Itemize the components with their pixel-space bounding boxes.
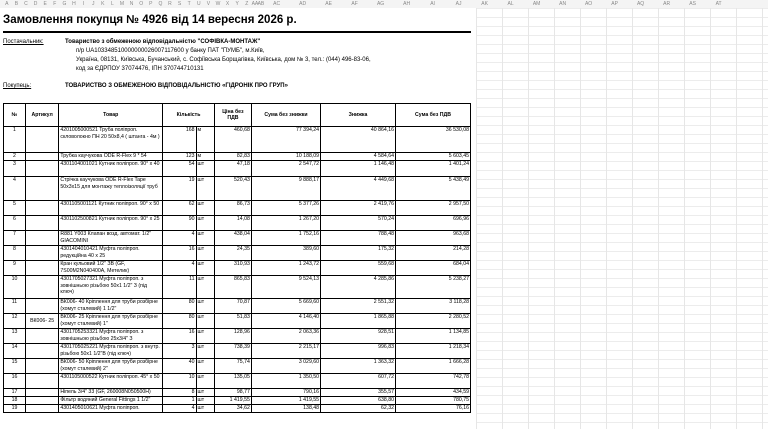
table-row [4, 299, 471, 314]
row-net: 1 134,85 [395, 329, 470, 344]
column-letter[interactable]: X [225, 1, 230, 7]
column-letter[interactable]: Z [245, 1, 249, 7]
row-price: 438,04 [214, 231, 251, 246]
row-net: 1 401,24 [395, 161, 470, 177]
column-letter[interactable]: AH [403, 1, 411, 7]
row-qty: 80 [163, 299, 196, 314]
page-title: Замовлення покупця № 4926 від 14 вересня 2026 р. [3, 14, 297, 26]
row-unit: м [196, 127, 214, 153]
row-article [25, 201, 58, 216]
column-letter[interactable]: AT [715, 1, 722, 7]
table-row [4, 374, 471, 389]
row-article [25, 177, 58, 201]
row-item: ВК006- 25 Кріплення для труби розбірне (хомут сталевий) 1" [59, 314, 163, 329]
column-letter[interactable]: AF [351, 1, 358, 7]
header-article: Артикул [25, 104, 58, 127]
row-qty: 8 [163, 389, 196, 397]
row-qty: 1 [163, 397, 196, 405]
row-price: 310,93 [214, 261, 251, 276]
column-letter[interactable]: AL [507, 1, 514, 7]
row-number: 9 [4, 261, 26, 276]
row-unit: шт [196, 177, 214, 201]
column-letter[interactable]: A [5, 1, 9, 7]
row-number: 16 [4, 374, 26, 389]
table-row [4, 231, 471, 246]
row-item: ВК006- 40 Кріплення для труби розбірне (хомут сталевий) 1 1/2" [59, 299, 163, 314]
row-item: 4301105001121 Кутник поліпроп. 90° х 50 [59, 201, 163, 216]
row-number: 12 [4, 314, 26, 329]
row-sum: 2 215,17 [251, 344, 320, 359]
row-item: Кран кульовий 1/2" ЗВ (GF, 7S00M2N040400A, Метелик) [59, 261, 163, 276]
row-net: 2 280,52 [395, 314, 470, 329]
row-qty: 80 [163, 314, 196, 329]
row-item: 4301102500821 Кутник поліпроп. 90° х 25 [59, 216, 163, 231]
row-number: 10 [4, 276, 26, 299]
row-item: 4301705253321 Муфта поліпроп. з зовнішньою різьбою 25х3/4" З [59, 329, 163, 344]
row-item: 4301105000522 Кутник поліпроп. 45° х 50 [59, 374, 163, 389]
row-qty: 62 [163, 201, 196, 216]
row-discount: 607,72 [321, 374, 396, 389]
row-article [25, 299, 58, 314]
row-unit: шт [196, 329, 214, 344]
row-item: ВК006- 50 Кріплення для труби розбірне (хомут сталевий) 2" [59, 359, 163, 374]
supplier-name: Товариство з обмеженою відповідальністю "СОФІВКА-МОНТАЖ" [65, 39, 261, 45]
row-article [25, 153, 58, 161]
row-qty: 10 [163, 374, 196, 389]
row-article [25, 405, 58, 413]
row-net: 76,16 [395, 405, 470, 413]
table-row [4, 261, 471, 276]
column-letter[interactable]: AG [376, 1, 385, 7]
row-article [25, 389, 58, 397]
column-letter[interactable]: AA [251, 1, 259, 7]
row-qty: 16 [163, 246, 196, 261]
row-net: 5 438,49 [395, 177, 470, 201]
row-article [25, 359, 58, 374]
row-item: Трубка каучукова ODE R-Flex 9 * 54 [59, 153, 163, 161]
row-price: 135,05 [214, 374, 251, 389]
row-sum: 1 243,72 [251, 261, 320, 276]
column-letter[interactable]: AC [273, 1, 281, 7]
row-unit: шт [196, 299, 214, 314]
row-item: Стрічка каучукова ODE R-Flex Tape 50х3х15 для монтажу теплоізоляції труб [59, 177, 163, 201]
row-number: 3 [4, 161, 26, 177]
row-unit: шт [196, 405, 214, 413]
row-item: 4301705027321 Муфта поліпроп. з зовнішньою різьбою 50х1 1/2" З (під ключ) [59, 276, 163, 299]
table-row [4, 161, 471, 177]
row-discount: 638,80 [321, 397, 396, 405]
row-discount: 355,57 [321, 389, 396, 397]
header-sum-no-discount: Сума без знижки [251, 104, 320, 127]
table-row [4, 389, 471, 397]
row-number: 15 [4, 359, 26, 374]
table-header-row [4, 104, 471, 127]
row-number: 14 [4, 344, 26, 359]
row-qty: 54 [163, 161, 196, 177]
row-unit: шт [196, 397, 214, 405]
column-letter[interactable]: AD [299, 1, 307, 7]
row-number: 8 [4, 246, 26, 261]
row-price: 128,96 [214, 329, 251, 344]
column-letter[interactable]: B [14, 1, 19, 7]
header-number: № [4, 104, 26, 127]
row-price: 82,83 [214, 153, 251, 161]
row-net: 2 957,50 [395, 201, 470, 216]
table-row [4, 344, 471, 359]
row-sum: 10 188,09 [251, 153, 320, 161]
row-unit: шт [196, 359, 214, 374]
row-net: 684,04 [395, 261, 470, 276]
column-letter[interactable]: AI [430, 1, 435, 7]
row-item: R881 Y003 Клапан возд. автомат. 1/2" GIACOMINI [59, 231, 163, 246]
table-row [4, 153, 471, 161]
row-discount: 559,68 [321, 261, 396, 276]
row-discount: 4 285,86 [321, 276, 396, 299]
row-item: Фільтр водяний General Fittings 1 1/2" [59, 397, 163, 405]
row-discount: 996,83 [321, 344, 396, 359]
row-number: 19 [4, 405, 26, 413]
column-letter[interactable]: I [82, 1, 85, 7]
column-letter[interactable]: AR [663, 1, 671, 7]
row-net: 780,75 [395, 397, 470, 405]
buyer-name: ТОВАРИСТВО З ОБМЕЖЕНОЮ ВІДПОВІДАЛЬНІСТЮ «ГІДРОНІК ПРО ГРУП» [65, 83, 288, 89]
supplier-address: Україна, 08131, Київська, Бучанський, с. Софіївська Борщагівка, Київська, дом № 3, тел.: (044) 496-83-06, [76, 57, 371, 63]
table-row [4, 216, 471, 231]
row-price: 86,73 [214, 201, 251, 216]
row-sum: 4 146,40 [251, 314, 320, 329]
table-row [4, 397, 471, 405]
row-sum: 1 419,55 [251, 397, 320, 405]
row-qty: 16 [163, 329, 196, 344]
row-article [25, 127, 58, 153]
row-qty: 3 [163, 344, 196, 359]
row-price: 24,35 [214, 246, 251, 261]
row-unit: шт [196, 216, 214, 231]
column-letter[interactable]: E [43, 1, 47, 7]
row-item: 4201005000521 Труба поліпроп. скловолокно ПН 20 50х8,4 ( штанга - 4м ) [59, 127, 163, 153]
buyer-label: Покупець: [3, 83, 32, 89]
header-quantity: Кількість [163, 104, 215, 127]
row-qty: 40 [163, 359, 196, 374]
row-unit: шт [196, 231, 214, 246]
row-sum: 9 524,13 [251, 276, 320, 299]
row-discount: 2 551,32 [321, 299, 396, 314]
row-discount: 788,48 [321, 231, 396, 246]
column-letter[interactable]: O [139, 1, 144, 7]
column-letter[interactable]: AK [481, 1, 488, 7]
row-number: 17 [4, 389, 26, 397]
row-discount: 1 865,88 [321, 314, 396, 329]
column-letter[interactable]: S [177, 1, 182, 7]
row-item: 4301405010621 Муфта поліпроп. [59, 405, 163, 413]
table-row [4, 314, 471, 329]
row-unit: шт [196, 276, 214, 299]
column-letter[interactable]: AB [257, 1, 265, 7]
row-price: 460,68 [214, 127, 251, 153]
row-price: 34,62 [214, 405, 251, 413]
column-letter[interactable]: AO [584, 1, 593, 7]
column-letter[interactable]: Q [158, 1, 163, 7]
table-row [4, 127, 471, 153]
row-number: 1 [4, 127, 26, 153]
column-letter[interactable]: W [215, 1, 221, 7]
column-letter[interactable]: AE [325, 1, 332, 7]
row-sum: 1 752,16 [251, 231, 320, 246]
row-net: 5 238,27 [395, 276, 470, 299]
row-unit: шт [196, 161, 214, 177]
row-number: 2 [4, 153, 26, 161]
row-article [25, 397, 58, 405]
column-letter[interactable]: D [33, 1, 38, 7]
row-number: 5 [4, 201, 26, 216]
row-article [25, 276, 58, 299]
header-sum-no-vat: Сума без ПДВ [395, 104, 470, 127]
row-net: 696,96 [395, 216, 470, 231]
supplier-bank: п/р UA103348510000000026007117600 у банку ПАТ "ПУМБ", м.Київ, [76, 48, 265, 54]
column-letter[interactable]: V [206, 1, 211, 7]
row-sum: 9 888,17 [251, 177, 320, 201]
row-net: 5 603,45 [395, 153, 470, 161]
row-item: 4301705025221 Муфта поліпроп. з внутр. різьбою 50х1 1/2"В (під ключ) [59, 344, 163, 359]
row-sum: 3 029,60 [251, 359, 320, 374]
row-net: 36 530,08 [395, 127, 470, 153]
row-net: 963,68 [395, 231, 470, 246]
row-unit: шт [196, 314, 214, 329]
column-letter[interactable]: H [72, 1, 76, 7]
table-row [4, 329, 471, 344]
row-article [25, 231, 58, 246]
order-table [3, 103, 471, 413]
row-price: 865,83 [214, 276, 251, 299]
header-item: Товар [59, 104, 163, 127]
document-area [0, 8, 476, 429]
row-sum: 2 063,36 [251, 329, 320, 344]
row-net: 742,78 [395, 374, 470, 389]
row-sum: 1 350,50 [251, 374, 320, 389]
title-divider [3, 31, 471, 33]
row-net: 214,28 [395, 246, 470, 261]
row-unit: шт [196, 389, 214, 397]
row-discount: 62,32 [321, 405, 396, 413]
row-qty: 19 [163, 177, 196, 201]
row-sum: 790,16 [251, 389, 320, 397]
header-discount: Знижка [321, 104, 396, 127]
row-article [25, 374, 58, 389]
row-net: 3 118,28 [395, 299, 470, 314]
row-unit: шт [196, 344, 214, 359]
row-qty: 123 [163, 153, 196, 161]
row-item: 4301104001021 Кутник поліпроп. 90° х 40 [59, 161, 163, 177]
column-letter[interactable]: G [62, 1, 67, 7]
row-price: 14,08 [214, 216, 251, 231]
column-letter[interactable]: N [129, 1, 134, 7]
row-unit: шт [196, 374, 214, 389]
row-net: 434,59 [395, 389, 470, 397]
row-sum: 77 394,24 [251, 127, 320, 153]
column-letter[interactable]: AS [689, 1, 696, 7]
row-price: 51,83 [214, 314, 251, 329]
row-sum: 138,48 [251, 405, 320, 413]
row-sum: 389,60 [251, 246, 320, 261]
row-article: ВК006- 25 [25, 314, 58, 329]
column-letter[interactable]: AP [611, 1, 618, 7]
row-sum: 2 547,72 [251, 161, 320, 177]
table-row [4, 246, 471, 261]
row-number: 7 [4, 231, 26, 246]
column-letter[interactable]: AQ [636, 1, 645, 7]
row-article [25, 246, 58, 261]
column-letter[interactable]: AN [559, 1, 567, 7]
column-letter[interactable]: F [53, 1, 57, 7]
table-row [4, 405, 471, 413]
row-article [25, 344, 58, 359]
row-price: 98,77 [214, 389, 251, 397]
column-letter[interactable]: J [91, 1, 95, 7]
row-article [25, 161, 58, 177]
row-discount: 175,32 [321, 246, 396, 261]
row-net: 1 218,34 [395, 344, 470, 359]
row-discount: 1 146,48 [321, 161, 396, 177]
row-sum: 5 669,60 [251, 299, 320, 314]
row-discount: 1 363,32 [321, 359, 396, 374]
table-row [4, 201, 471, 216]
table-row [4, 276, 471, 299]
row-discount: 928,51 [321, 329, 396, 344]
column-letter[interactable]: C [24, 1, 28, 7]
supplier-label: Постачальник: [3, 39, 44, 45]
row-discount: 570,24 [321, 216, 396, 231]
table-row [4, 359, 471, 374]
column-letter[interactable]: T [187, 1, 191, 7]
row-number: 4 [4, 177, 26, 201]
column-letter[interactable]: AJ [455, 1, 462, 7]
column-letter[interactable]: U [196, 1, 201, 7]
supplier-codes: код за ЄДРПОУ 37074476, ІПН 370744710131 [76, 66, 204, 72]
row-unit: м [196, 153, 214, 161]
row-number: 11 [4, 299, 26, 314]
column-letter[interactable]: P [149, 1, 153, 7]
row-item: Ніпель 3/4" 33 (GF, 260008N050500H) [59, 389, 163, 397]
table-row [4, 177, 471, 201]
column-letter[interactable]: Y [235, 1, 239, 7]
row-qty: 90 [163, 216, 196, 231]
row-item: 4301404010421 Муфта поліпроп. редукційна 40 х 25 [59, 246, 163, 261]
row-discount: 2 419,76 [321, 201, 396, 216]
row-number: 6 [4, 216, 26, 231]
row-price: 1 419,55 [214, 397, 251, 405]
spreadsheet-grid[interactable] [0, 8, 768, 429]
column-letter[interactable]: AM [532, 1, 541, 7]
row-discount: 40 864,16 [321, 127, 396, 153]
header-price: Ціна без ПДВ [214, 104, 251, 127]
row-unit: шт [196, 246, 214, 261]
column-letter[interactable]: L [111, 1, 114, 7]
row-qty: 4 [163, 261, 196, 276]
row-unit: шт [196, 261, 214, 276]
row-price: 738,39 [214, 344, 251, 359]
row-qty: 11 [163, 276, 196, 299]
row-qty: 4 [163, 405, 196, 413]
row-sum: 1 267,20 [251, 216, 320, 231]
row-article [25, 261, 58, 276]
row-discount: 4 449,68 [321, 177, 396, 201]
column-letter[interactable]: M [119, 1, 125, 7]
row-unit: шт [196, 201, 214, 216]
row-qty: 4 [163, 231, 196, 246]
row-article [25, 216, 58, 231]
row-price: 47,18 [214, 161, 251, 177]
row-price: 75,74 [214, 359, 251, 374]
row-qty: 168 [163, 127, 196, 153]
row-sum: 5 377,26 [251, 201, 320, 216]
row-number: 13 [4, 329, 26, 344]
row-discount: 4 584,64 [321, 153, 396, 161]
column-letter[interactable]: R [168, 1, 172, 7]
row-price: 520,43 [214, 177, 251, 201]
row-number: 18 [4, 397, 26, 405]
row-article [25, 329, 58, 344]
column-letter[interactable]: K [101, 1, 105, 7]
row-net: 1 666,28 [395, 359, 470, 374]
row-price: 70,87 [214, 299, 251, 314]
